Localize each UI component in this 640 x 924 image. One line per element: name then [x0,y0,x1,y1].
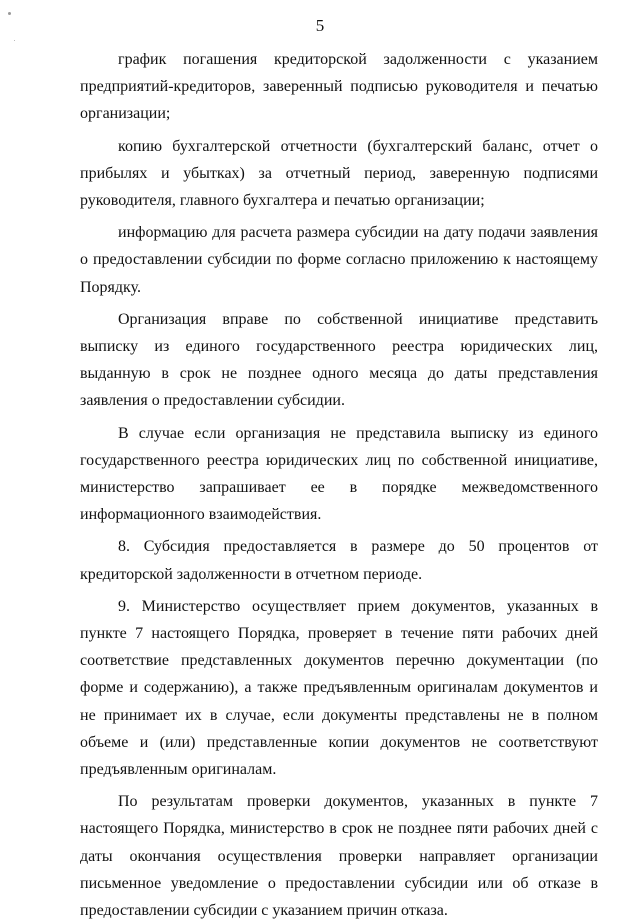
paragraph-repayment-schedule: график погашения кредиторской задолженности с указанием предприятий-кредиторов, заверенный подписью руководителя и печатью организации; [80,51,598,123]
paragraph-item-9: 9. Министерство осуществляет прием документов, указанных в пункте 7 настоящего Порядка, проверяет в течение пяти рабочих дней соответствие представленных документов перечню документации (по форме и содержанию), а также предъявленным оригиналам документов и не принимает их в случае, если документы представлены не в полном объеме и (или) представленные копии документов не соответствуют предъявленным оригиналам. [80,597,598,779]
paragraph-interagency-request: В случае если организация не представила выписку из единого государственного реестра юридических лиц по собственной инициативе, министерство запрашивает ее в порядке межведомственного информационного взаимодействия. [80,424,598,524]
document-body [80,46,598,924]
paragraph-item-8: 8. Субсидия предоставляется в размере до 50 процентов от кредиторской задолженности в отчетном периоде. [80,538,598,583]
paragraph-review-results: По результатам проверки документов, указанных в пункте 7 настоящего Порядка, министерство в срок не позднее пяти рабочих дней с даты окончания осуществления проверки направляет организации письменное уведомление о предоставлении субсидии или об отказе в предоставлении субсидии с указанием причин отказа. [80,793,598,920]
scan-mark [8,12,11,15]
paragraph-subsidy-calculation: информацию для расчета размера субсидии на дату подачи заявления о предоставлении субсидии по форме согласно приложению к настоящему Порядку. [80,224,598,296]
scan-mark [14,40,15,41]
paragraph-accounting-report: копию бухгалтерской отчетности (бухгалтерский баланс, отчет о прибылях и убытках) за отчетный период, заверенную подписями руководителя, главного бухгалтера и печатью организации; [80,137,598,210]
page-number: 5 [315,16,325,35]
paragraph-registry-extract: Организация вправе по собственной инициативе представить выписку из единого государственного реестра юридических лиц, выданную в срок не позднее одного месяца до даты представления заявления о предоставлении субсидии. [80,310,598,410]
